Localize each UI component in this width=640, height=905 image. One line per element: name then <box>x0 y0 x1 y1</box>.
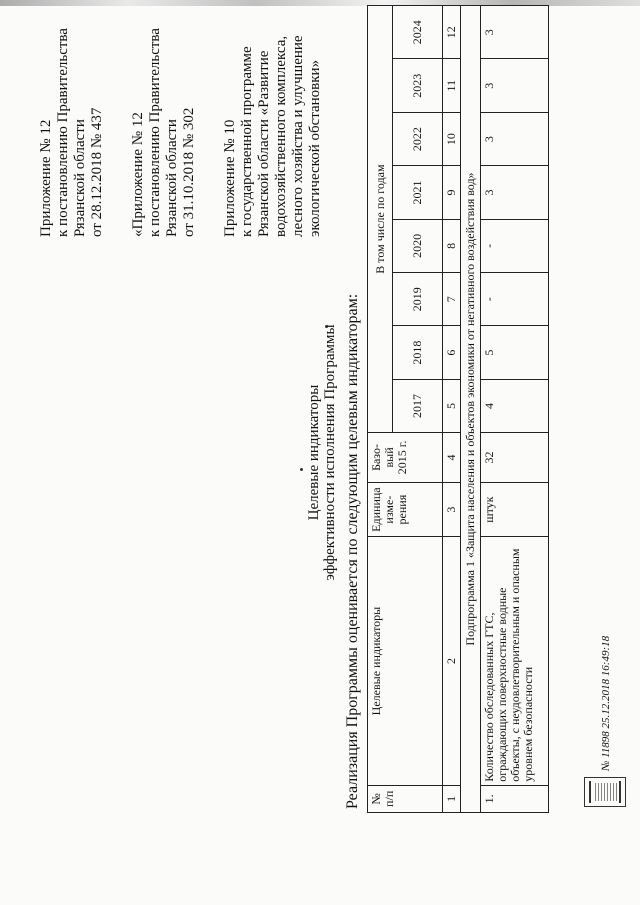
title-line-2: эффективности исполнения Программы <box>322 324 338 581</box>
registration-stamp-icon <box>584 777 626 807</box>
col-number: 10 <box>443 112 461 165</box>
col-number: 12 <box>443 6 461 60</box>
header-year: 2022 <box>393 112 443 165</box>
header-by-years: В том числе по годам <box>368 6 393 433</box>
header-base: Базо-вый 2015 г. <box>368 433 443 483</box>
row-num: 1. <box>481 785 549 812</box>
row-value: 3 <box>481 59 549 112</box>
header-year: 2019 <box>393 273 443 326</box>
appendix-block-2: «Приложение № 12 к постановлению Правительства Рязанской области от 31.10.2018 № 302 <box>130 28 197 237</box>
registration-number: № 11898 25.12.2018 16:49:18 <box>600 635 612 771</box>
row-indicator: Количество обследованных ГТС, ограждающих поверхностные водные объекты, с неудовлетворительным и опасным уровнем безопасности <box>481 537 549 785</box>
header-year: 2024 <box>393 6 443 60</box>
row-value: 3 <box>481 166 549 219</box>
row-value: 4 <box>481 379 549 432</box>
row-unit: штук <box>481 482 549 537</box>
row-value: 5 <box>481 326 549 379</box>
col-number: 11 <box>443 59 461 112</box>
col-number: 7 <box>443 273 461 326</box>
col-number: 2 <box>443 537 461 785</box>
table-row <box>481 6 549 813</box>
col-number: 6 <box>443 326 461 379</box>
header-indicator: Целевые индикаторы <box>368 537 443 785</box>
col-number: 9 <box>443 166 461 219</box>
header-year: 2023 <box>393 59 443 112</box>
row-value: - <box>481 219 549 272</box>
header-year: 2018 <box>393 326 443 379</box>
intro-text: Реализация Программы оценивается по следующим целевым индикаторам: <box>344 293 361 809</box>
col-number: 5 <box>443 379 461 432</box>
row-base: 32 <box>481 433 549 483</box>
col-number: 3 <box>443 482 461 537</box>
col-number: 4 <box>443 433 461 483</box>
row-value: 3 <box>481 112 549 165</box>
subprogram-title: Подпрограмма 1 «Защита населения и объектов экономики от негативного воздействия вод» <box>461 6 481 813</box>
header-num: № п/п <box>368 785 443 812</box>
appendix-block-1: Приложение № 12 к постановлению Правительства Рязанской области от 28.12.2018 № 437 <box>38 28 105 237</box>
appendix-header <box>38 7 348 237</box>
subprogram-row <box>461 6 481 813</box>
row-value: - <box>481 273 549 326</box>
col-number: 1 <box>443 785 461 812</box>
indicators-table <box>367 5 549 813</box>
col-number: 8 <box>443 219 461 272</box>
title-line-1: Целевые индикаторы <box>306 384 322 521</box>
header-year: 2017 <box>393 379 443 432</box>
header-unit: Единица изме-рения <box>368 482 443 537</box>
document-title <box>306 0 338 905</box>
header-year: 2021 <box>393 166 443 219</box>
column-number-row <box>443 6 461 813</box>
header-year: 2020 <box>393 219 443 272</box>
appendix-block-3: Приложение № 10 к государственной программе Рязанской области «Развитие водохозяйственного комплекса, лесного хозяйства и улучшение экологической обстановки» <box>222 35 323 237</box>
row-value: 3 <box>481 6 549 60</box>
